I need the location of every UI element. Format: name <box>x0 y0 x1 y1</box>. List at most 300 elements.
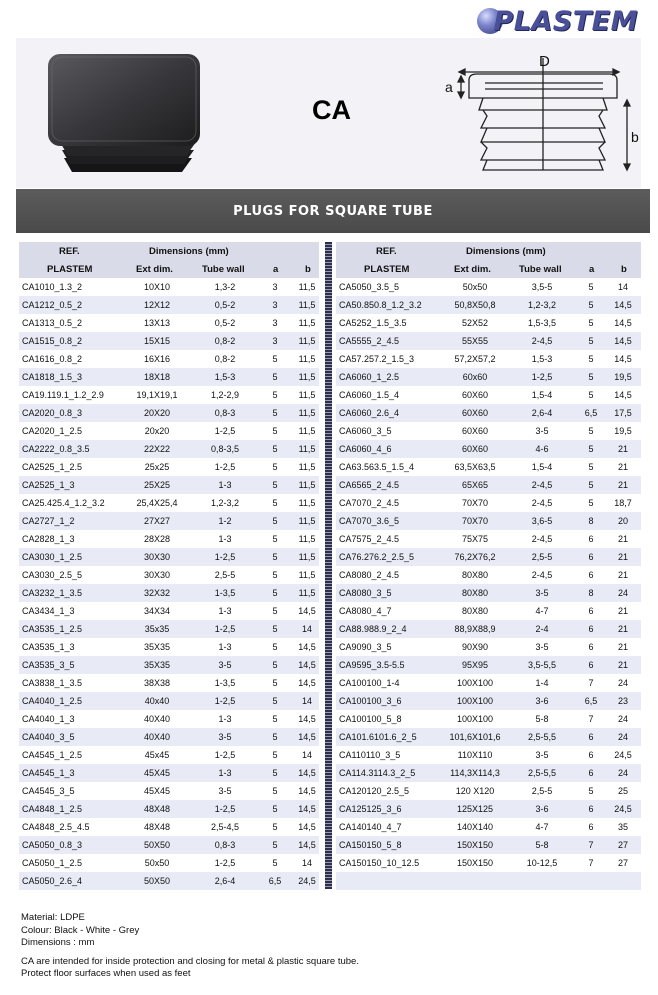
tube-wall-cell: 1-2,5 <box>214 858 236 868</box>
table-row <box>19 836 319 854</box>
ext-dim-cell: 150X150 <box>456 858 494 868</box>
b-cell: 14,5 <box>614 354 632 364</box>
ref-cell: CA6060_3_5 <box>339 426 392 436</box>
table-row <box>336 404 641 422</box>
b-cell: 11,5 <box>298 516 316 526</box>
a-cell: 7 <box>588 714 594 724</box>
a-cell: 5 <box>272 678 278 688</box>
b-cell: 14 <box>301 696 312 706</box>
ext-dim-cell: 63,5X63,5 <box>454 462 496 472</box>
ext-dim-cell: 34X34 <box>143 606 171 616</box>
a-cell: 5 <box>272 588 278 598</box>
tube-wall-cell: 1-2,5 <box>214 624 236 634</box>
table-row <box>19 782 319 800</box>
tube-wall-cell: 3-5 <box>218 732 232 742</box>
a-cell: 6 <box>588 750 594 760</box>
ref-cell: CA7070_2_4.5 <box>339 498 400 508</box>
table-row <box>336 620 641 638</box>
table-row <box>336 638 641 656</box>
b-cell: 14,5 <box>298 642 316 652</box>
ref-cell: CA5252_1.5_3.5 <box>339 318 407 328</box>
table-row <box>336 728 641 746</box>
header-plastem: PLASTEM <box>47 264 93 275</box>
table-row <box>19 440 319 458</box>
b-cell: 14,5 <box>298 606 316 616</box>
tube-wall-cell: 1,2-3,2 <box>527 300 557 310</box>
a-cell: 6 <box>588 660 594 670</box>
b-cell: 11,5 <box>298 480 316 490</box>
ref-cell: CA4040_3_5 <box>22 732 75 742</box>
ref-cell: CA6060_4_6 <box>339 444 392 454</box>
table-row <box>336 440 641 458</box>
ext-dim-cell: 100X100 <box>456 714 494 724</box>
b-cell: 11,5 <box>298 408 316 418</box>
a-cell: 6,5 <box>584 408 598 418</box>
a-cell: 5 <box>588 786 594 796</box>
ref-cell: CA3535_1_2.5 <box>22 624 83 634</box>
table-row <box>336 656 641 674</box>
a-cell: 5 <box>588 372 594 382</box>
a-cell: 5 <box>272 444 278 454</box>
ext-dim-cell: 80X80 <box>461 588 489 598</box>
plug-photo-icon <box>42 50 207 178</box>
tube-wall-cell: 3-5 <box>535 588 549 598</box>
a-cell: 5 <box>272 426 278 436</box>
ref-cell: CA5555_2_4.5 <box>339 336 400 346</box>
ref-cell: CA4545_1_3 <box>22 768 75 778</box>
ref-cell: CA50.850.8_1.2_3.2 <box>339 300 422 310</box>
a-cell: 5 <box>272 516 278 526</box>
header-a: a <box>273 264 279 275</box>
ext-dim-cell: 60X60 <box>461 390 489 400</box>
tube-wall-cell: 1-2,5 <box>531 372 553 382</box>
product-code: CA <box>312 95 351 125</box>
header-ext-dim: Ext dim. <box>454 264 491 275</box>
table-row <box>336 782 641 800</box>
b-cell: 21 <box>617 534 628 544</box>
table-row <box>336 854 641 872</box>
table-row <box>336 368 641 386</box>
table-row <box>19 368 319 386</box>
b-cell: 11,5 <box>298 462 316 472</box>
tube-wall-cell: 2,5-5 <box>531 552 553 562</box>
colour-text: Colour: Black - White - Grey <box>21 924 140 936</box>
a-cell: 7 <box>588 678 594 688</box>
tube-wall-cell: 1-3 <box>218 480 232 490</box>
ext-dim-cell: 27X27 <box>143 516 171 526</box>
a-cell: 5 <box>272 552 278 562</box>
b-cell: 14 <box>617 282 628 292</box>
b-cell: 23 <box>617 696 628 706</box>
ext-dim-cell: 80X80 <box>461 570 489 580</box>
table-row <box>336 512 641 530</box>
b-cell: 21 <box>617 624 628 634</box>
ext-dim-cell: 140X140 <box>456 822 494 832</box>
ext-dim-cell: 50X50 <box>143 840 171 850</box>
ref-cell: CA114.3114.3_2_5 <box>339 768 416 778</box>
ext-dim-cell: 16X16 <box>143 354 171 364</box>
a-cell: 6 <box>588 804 594 814</box>
banner-title: PLUGS FOR SQUARE TUBE <box>233 203 433 219</box>
tube-wall-cell: 2,5-5 <box>214 570 236 580</box>
tube-wall-cell: 0,8-3 <box>214 840 236 850</box>
ext-dim-cell: 48X48 <box>143 822 171 832</box>
b-cell: 14,5 <box>298 714 316 724</box>
tube-wall-cell: 1-3,5 <box>214 588 236 598</box>
table-row <box>336 764 641 782</box>
ref-cell: CA3232_1_3.5 <box>22 588 83 598</box>
ref-cell: CA101.6101.6_2_5 <box>339 732 417 742</box>
ref-cell: CA2525_1_3 <box>22 480 75 490</box>
b-cell: 14,5 <box>298 768 316 778</box>
ref-cell: CA4848_1_2.5 <box>22 804 83 814</box>
tube-wall-cell: 4-6 <box>535 444 549 454</box>
ref-cell: CA3030_2.5_5 <box>22 570 83 580</box>
b-cell: 11,5 <box>298 354 316 364</box>
ref-cell: CA4040_1_2.5 <box>22 696 83 706</box>
ext-dim-cell: 60X60 <box>461 408 489 418</box>
table-body-left <box>19 278 319 890</box>
ext-dim-cell: 25,4X25,4 <box>136 498 178 508</box>
header-dimensions: Dimensions (mm) <box>466 246 546 257</box>
ext-dim-cell: 45X45 <box>143 786 171 796</box>
b-cell: 21 <box>617 552 628 562</box>
ref-cell: CA3535_3_5 <box>22 660 75 670</box>
brand-name: PLASTEM <box>493 5 638 37</box>
table-row <box>336 386 641 404</box>
table-row <box>336 494 641 512</box>
b-cell: 27 <box>617 858 628 868</box>
product-header-panel <box>16 38 641 188</box>
b-cell: 14,5 <box>298 660 316 670</box>
product-notes <box>21 912 359 981</box>
ext-dim-cell: 35X35 <box>143 660 171 670</box>
b-cell: 21 <box>617 660 628 670</box>
a-cell: 5 <box>588 300 594 310</box>
material-text: Material: LDPE <box>21 912 85 923</box>
table-row <box>336 332 641 350</box>
ref-cell: CA110110_3_5 <box>339 750 401 760</box>
ext-dim-cell: 25x25 <box>144 462 170 472</box>
b-cell: 24 <box>617 588 628 598</box>
table-row <box>336 296 641 314</box>
ext-dim-cell: 30X30 <box>143 552 171 562</box>
b-cell: 19,5 <box>614 426 632 436</box>
ref-cell: CA6060_2.6_4 <box>339 408 400 418</box>
b-cell: 18,7 <box>614 498 632 508</box>
b-cell: 14,5 <box>298 822 316 832</box>
tube-wall-cell: 3-6 <box>535 696 549 706</box>
ext-dim-cell: 110X110 <box>457 750 493 760</box>
ref-cell: CA4545_1_2.5 <box>22 750 83 760</box>
ext-dim-cell: 50,8X50,8 <box>454 300 496 310</box>
tube-wall-cell: 2-4,5 <box>531 336 553 346</box>
ext-dim-cell: 50X50 <box>143 876 171 886</box>
a-cell: 5 <box>588 318 594 328</box>
a-cell: 3 <box>272 318 278 328</box>
ext-dim-cell: 32X32 <box>143 588 171 598</box>
ext-dim-cell: 18X18 <box>143 372 171 382</box>
b-cell: 14,5 <box>298 840 316 850</box>
ext-dim-cell: 45x45 <box>144 750 170 760</box>
ext-dim-cell: 30X30 <box>143 570 171 580</box>
tube-wall-cell: 2-4,5 <box>531 480 553 490</box>
ref-cell: CA19.119.1_1.2_2.9 <box>22 390 104 400</box>
tube-wall-cell: 3,6-5 <box>531 516 553 526</box>
a-cell: 6 <box>588 624 594 634</box>
b-cell: 11,5 <box>298 336 316 346</box>
ext-dim-cell: 45X45 <box>143 768 171 778</box>
table-row <box>336 566 641 584</box>
ext-dim-cell: 60X60 <box>461 426 489 436</box>
ext-dim-cell: 65X65 <box>461 480 489 490</box>
tube-wall-cell: 3-5 <box>535 426 549 436</box>
b-cell: 21 <box>617 642 628 652</box>
a-cell: 6 <box>588 552 594 562</box>
tube-wall-cell: 5-8 <box>535 714 549 724</box>
table-row <box>336 836 641 854</box>
tube-wall-cell: 2,6-4 <box>214 876 236 886</box>
table-row <box>19 854 319 872</box>
ext-dim-cell: 50x50 <box>144 858 170 868</box>
b-cell: 21 <box>617 480 628 490</box>
a-cell: 5 <box>272 408 278 418</box>
b-cell: 24 <box>617 714 628 724</box>
ext-dim-cell: 25X25 <box>143 480 171 490</box>
b-cell: 21 <box>617 462 628 472</box>
table-row <box>19 422 319 440</box>
table-row <box>336 800 641 818</box>
ext-dim-cell: 55X55 <box>461 336 489 346</box>
table-row <box>19 332 319 350</box>
table-body-right <box>336 278 641 890</box>
header-ref: REF. <box>59 246 80 257</box>
table-row <box>19 872 319 890</box>
b-cell: 14 <box>301 624 312 634</box>
ref-cell: CA9595_3.5-5.5 <box>339 660 405 670</box>
a-cell: 6 <box>588 642 594 652</box>
b-cell: 19,5 <box>614 372 632 382</box>
table-row <box>19 764 319 782</box>
b-cell: 21 <box>617 606 628 616</box>
ext-dim-cell: 150X150 <box>456 840 494 850</box>
a-cell: 6 <box>588 534 594 544</box>
table-row <box>19 350 319 368</box>
table-row <box>336 818 641 836</box>
a-cell: 6 <box>588 606 594 616</box>
ref-cell: CA100100_3_6 <box>339 696 402 706</box>
b-cell: 24,5 <box>614 804 632 814</box>
tube-wall-cell: 1-3 <box>218 768 232 778</box>
a-cell: 5 <box>588 354 594 364</box>
ref-cell: CA4545_3_5 <box>22 786 75 796</box>
a-cell: 8 <box>588 516 594 526</box>
a-cell: 8 <box>588 588 594 598</box>
header-tube-wall: Tube wall <box>519 264 562 275</box>
a-cell: 5 <box>272 840 278 850</box>
tube-wall-cell: 0,8-3 <box>214 408 236 418</box>
diagram-label-a: a <box>445 79 453 95</box>
ext-dim-cell: 50x50 <box>462 282 488 292</box>
tube-wall-cell: 1,5-3,5 <box>527 318 557 328</box>
header-dimensions: Dimensions (mm) <box>149 246 229 257</box>
ext-dim-cell: 13X13 <box>143 318 171 328</box>
table-row <box>19 296 319 314</box>
a-cell: 3 <box>272 300 278 310</box>
table-row <box>336 314 641 332</box>
table-row <box>336 350 641 368</box>
a-cell: 6,5 <box>584 696 598 706</box>
table-row <box>19 674 319 692</box>
ext-dim-cell: 40X40 <box>143 714 171 724</box>
tube-wall-cell: 3,5-5 <box>531 282 553 292</box>
table-row <box>19 530 319 548</box>
table-row <box>19 584 319 602</box>
ref-cell: CA7070_3.6_5 <box>339 516 400 526</box>
tube-wall-cell: 1-2,5 <box>214 426 236 436</box>
ref-cell: CA2020_1_2.5 <box>22 426 83 436</box>
tube-wall-cell: 1-3 <box>218 606 232 616</box>
ref-cell: CA2222_0.8_3.5 <box>22 444 90 454</box>
header-a: a <box>589 264 595 275</box>
ref-cell: CA1616_0.8_2 <box>22 354 83 364</box>
b-cell: 21 <box>617 570 628 580</box>
table-row <box>336 746 641 764</box>
a-cell: 5 <box>272 858 278 868</box>
ext-dim-cell: 57,2X57,2 <box>454 354 496 364</box>
b-cell: 14,5 <box>298 786 316 796</box>
header-b: b <box>305 264 311 275</box>
b-cell: 11,5 <box>298 570 316 580</box>
a-cell: 5 <box>588 444 594 454</box>
tube-wall-cell: 0,5-2 <box>214 318 236 328</box>
b-cell: 20 <box>617 516 628 526</box>
ref-cell: CA2525_1_2.5 <box>22 462 83 472</box>
table-row <box>336 584 641 602</box>
ref-cell: CA63.563.5_1.5_4 <box>339 462 415 472</box>
ref-cell: CA1818_1.5_3 <box>22 372 83 382</box>
ext-dim-cell: 100X100 <box>456 678 494 688</box>
b-cell: 24 <box>617 768 628 778</box>
ref-cell: CA1212_0.5_2 <box>22 300 83 310</box>
a-cell: 5 <box>272 372 278 382</box>
tube-wall-cell: 3-6 <box>535 804 549 814</box>
diagram-label-d: D <box>539 53 550 70</box>
table-row <box>19 656 319 674</box>
tube-wall-cell: 2-4,5 <box>531 498 553 508</box>
ref-cell: CA76.276.2_2.5_5 <box>339 552 415 562</box>
table-row <box>19 548 319 566</box>
ext-dim-cell: 60X60 <box>461 444 489 454</box>
table-row <box>19 746 319 764</box>
b-cell: 24,5 <box>614 750 632 760</box>
ext-dim-cell: 40X40 <box>143 732 171 742</box>
table-row <box>336 872 641 890</box>
table-row <box>19 278 319 296</box>
ref-cell: CA8080_2_4.5 <box>339 570 400 580</box>
ref-cell: CA8080_4_7 <box>339 606 392 616</box>
a-cell: 7 <box>588 840 594 850</box>
ref-cell: CA3030_1_2.5 <box>22 552 83 562</box>
ext-dim-cell: 35X35 <box>143 642 171 652</box>
ref-cell: CA3535_1_3 <box>22 642 75 652</box>
b-cell: 14,5 <box>614 318 632 328</box>
b-cell: 24 <box>617 678 628 688</box>
a-cell: 5 <box>272 642 278 652</box>
ref-cell: CA4848_2.5_4.5 <box>22 822 90 832</box>
ref-cell: CA140140_4_7 <box>339 822 402 832</box>
ref-cell: CA5050_3.5_5 <box>339 282 400 292</box>
a-cell: 5 <box>272 822 278 832</box>
b-cell: 14,5 <box>614 390 632 400</box>
header-ref: REF. <box>376 246 397 257</box>
tube-wall-cell: 1-3 <box>218 714 232 724</box>
ext-dim-cell: 40x40 <box>144 696 170 706</box>
b-cell: 11,5 <box>298 390 316 400</box>
a-cell: 5 <box>272 804 278 814</box>
b-cell: 11,5 <box>298 426 316 436</box>
ref-cell: CA3434_1_3 <box>22 606 75 616</box>
a-cell: 6 <box>588 570 594 580</box>
a-cell: 5 <box>272 534 278 544</box>
table-row <box>336 602 641 620</box>
b-cell: 14,5 <box>614 300 632 310</box>
table-header <box>336 242 641 278</box>
tube-wall-cell: 4-7 <box>535 606 549 616</box>
a-cell: 5 <box>272 498 278 508</box>
ext-dim-cell: 88,9X88,9 <box>454 624 496 634</box>
ref-cell: CA2020_0.8_3 <box>22 408 83 418</box>
ext-dim-cell: 114,3X114,3 <box>450 768 500 778</box>
table-row <box>19 602 319 620</box>
header-plastem: PLASTEM <box>364 264 410 275</box>
a-cell: 5 <box>272 606 278 616</box>
a-cell: 5 <box>272 462 278 472</box>
ref-cell: CA4040_1_3 <box>22 714 75 724</box>
tube-wall-cell: 3-5 <box>535 750 549 760</box>
dimension-diagram <box>441 48 641 183</box>
ext-dim-cell: 35x35 <box>144 624 170 634</box>
table-row <box>19 314 319 332</box>
product-table-left <box>19 242 319 890</box>
b-cell: 11,5 <box>298 300 316 310</box>
tube-wall-cell: 1-3 <box>218 642 232 652</box>
ref-cell: CA120120_2.5_5 <box>339 786 410 796</box>
a-cell: 5 <box>588 462 594 472</box>
tube-wall-cell: 1,5-3 <box>531 354 553 364</box>
tube-wall-cell: 2-4,5 <box>531 534 553 544</box>
tube-wall-cell: 0,8-3,5 <box>210 444 240 454</box>
a-cell: 5 <box>272 354 278 364</box>
column-separator <box>325 242 332 889</box>
a-cell: 6 <box>588 732 594 742</box>
tube-wall-cell: 1-3,5 <box>214 678 236 688</box>
table-row <box>19 710 319 728</box>
table-row <box>336 692 641 710</box>
usage-note-feet: Protect floor surfaces when used as feet <box>21 968 191 979</box>
product-table-right <box>336 242 641 890</box>
a-cell: 6,5 <box>268 876 282 886</box>
ext-dim-cell: 95X95 <box>461 660 489 670</box>
ext-dim-cell: 48X48 <box>143 804 171 814</box>
a-cell: 5 <box>588 336 594 346</box>
b-cell: 11,5 <box>298 444 316 454</box>
table-row <box>336 674 641 692</box>
a-cell: 5 <box>272 624 278 634</box>
tube-wall-cell: 1-2,5 <box>214 552 236 562</box>
a-cell: 5 <box>588 426 594 436</box>
tube-wall-cell: 1-4 <box>535 678 549 688</box>
